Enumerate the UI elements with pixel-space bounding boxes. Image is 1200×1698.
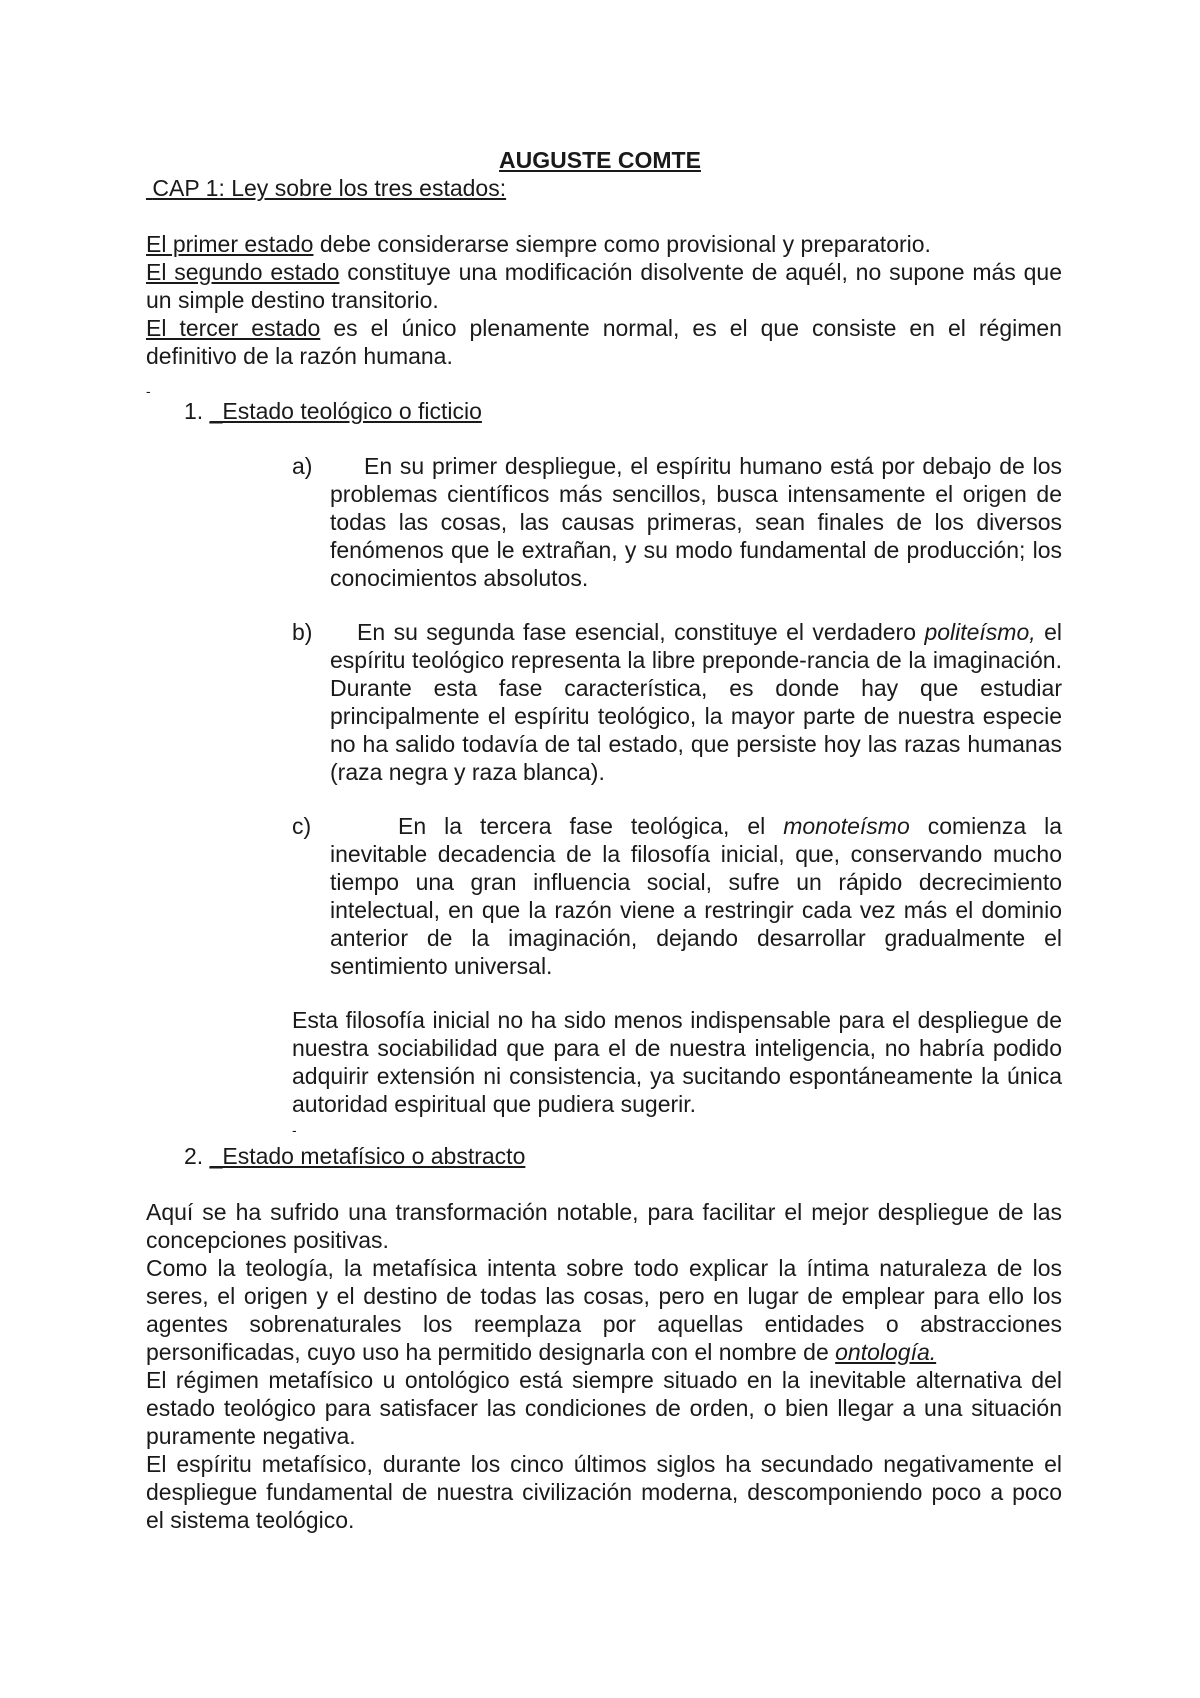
- section1-title: _Estado teológico o ficticio: [209, 398, 482, 424]
- dash-mark: -: [292, 1122, 297, 1138]
- item-text-a: [330, 452, 1062, 592]
- section2-heading: [184, 1142, 525, 1170]
- intro-label: El tercer estado: [146, 315, 321, 341]
- section2-paragraph: El régimen metafísico u ontológico está siempre situado en la inevitable alternativa del estado teológico para satisfacer las condiciones de orden, o bien llegar a una situación puramente negativa.: [146, 1367, 1062, 1449]
- item-marker-c: c): [292, 813, 312, 839]
- item-marker-b: b): [292, 619, 313, 645]
- section2-paragraph: [146, 1254, 1062, 1366]
- chapter-heading: [146, 174, 506, 202]
- intro-text: debe considerarse siempre como provisional y preparatorio.: [313, 231, 931, 257]
- item-text-c-part2: comienza la inevitable decadencia de la filosofía inicial, que, conservando mucho tiempo una gran influencia social, sufre un rápido decrecimiento intelectual, en que la razón viene a restringir cada vez más el dominio anterior de la imaginación, dejando desarrollar gradualmente el sentimiento universal.: [330, 813, 1062, 979]
- intro-paragraph: [146, 258, 1062, 314]
- section1-closing: Esta filosofía inicial no ha sido menos indispensable para el despliegue de nuestra sociabilidad que para el de nuestra inteligencia, no habría podido adquirir extensión ni consistencia, ya sucitando espontáneamente la única autoridad espiritual que pudiera sugerir.: [292, 1007, 1062, 1117]
- section1-heading: [184, 397, 482, 425]
- intro-text: es el único plenamente normal, es el que consiste en el régimen definitivo de la razón humana.: [146, 315, 1062, 369]
- section2-body: [146, 1198, 1062, 1534]
- document-title: AUGUSTE COMTE: [499, 147, 701, 173]
- section2-title: _Estado metafísico o abstracto: [209, 1143, 526, 1169]
- chapter-heading-text: CAP 1: Ley sobre los tres estados:: [152, 175, 507, 201]
- intro-label: El segundo estado: [146, 259, 340, 285]
- intro-text: constituye una modificación disolvente de aquél, no supone más que un simple destino transitorio.: [146, 259, 1062, 313]
- section2-paragraph-text: Como la teología, la metafísica intenta sobre todo explicar la íntima naturaleza de los seres, el origen y el destino de todas las cosas, pero en lugar de emplear para ello los agentes sobrenaturales los reemplaza por aquellas entidades o abstracciones personificadas, cuyo uso ha permitido designarla con el nombre de: [146, 1255, 1062, 1365]
- item-marker-a: a): [292, 453, 313, 479]
- intro-block: [146, 230, 1062, 370]
- intro-paragraph: [146, 230, 1062, 258]
- item-text-b-part1: En su segunda fase esencial, constituye el verdadero: [357, 619, 925, 645]
- item-text-b-part2: el espíritu teológico representa la libre preponde-rancia de la imaginación. Durante esta fase característica, es donde hay que estudiar principalmente el espíritu teológico, la mayor parte de nuestra especie no ha salido todavía de tal estado, que persiste hoy las razas humanas (raza negra y raza blanca).: [330, 619, 1062, 785]
- section2-paragraph: El espíritu metafísico, durante los cinco últimos siglos ha secundado negativamente el despliegue fundamental de nuestra civilización moderna, descomponiendo poco a poco el sistema teológico.: [146, 1451, 1062, 1533]
- item-text-c-part1: En la tercera fase teológica, el: [398, 813, 784, 839]
- intro-paragraph: [146, 314, 1062, 370]
- item-text-b: [330, 618, 1062, 786]
- item-text-c-italic: monoteísmo: [783, 813, 910, 839]
- section2-paragraph: Aquí se ha sufrido una transformación notable, para facilitar el mejor despliegue de las concepciones positivas.: [146, 1199, 1062, 1253]
- section1-number: 1.: [184, 398, 204, 424]
- section2-number: 2.: [184, 1143, 204, 1169]
- ontologia-term: ontología.: [835, 1339, 937, 1365]
- item-text-c: [330, 812, 1062, 980]
- intro-label: El primer estado: [146, 231, 314, 257]
- item-text-a-content: En su primer despliegue, el espíritu humano está por debajo de los problemas científicos más sencillos, busca intensamente el origen de todas las cosas, las causas primeras, sean finales de los diversos fenómenos que le extrañan, y su modo fundamental de producción; los conocimientos absolutos.: [330, 453, 1062, 591]
- dash-mark: -: [146, 383, 151, 399]
- item-text-b-italic: politeísmo,: [924, 619, 1036, 645]
